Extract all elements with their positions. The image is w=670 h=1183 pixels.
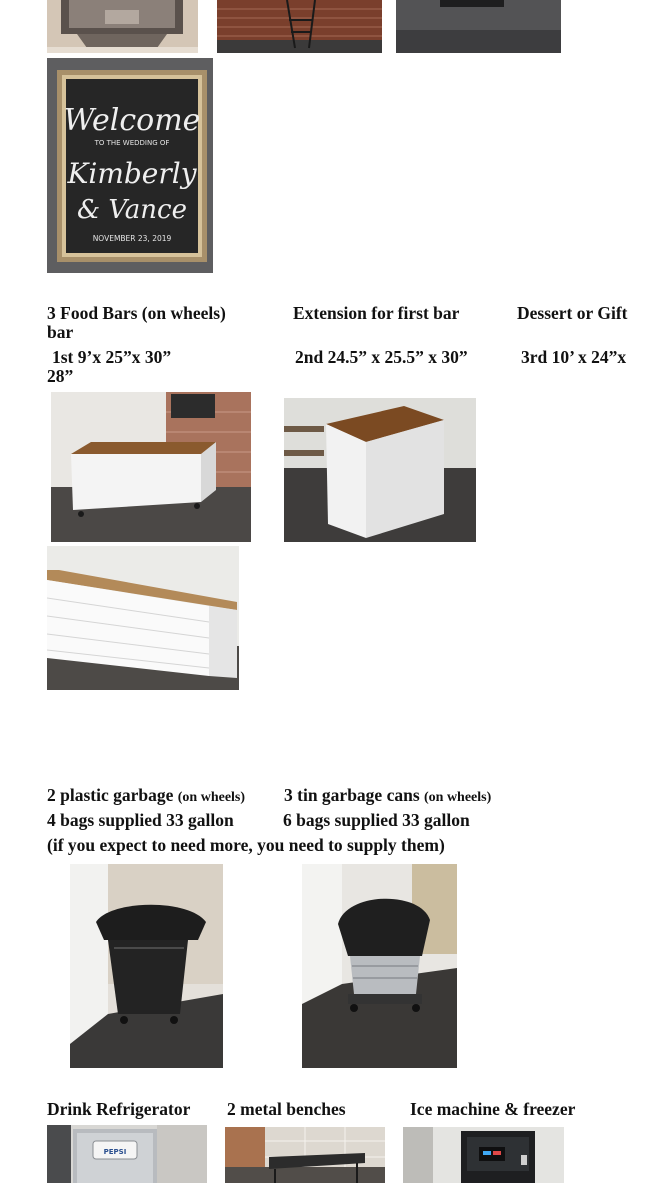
chalk-date-text: NOVEMBER 23, 2019	[92, 234, 172, 243]
plastic-garbage-can-photo	[70, 864, 223, 1068]
easel-sign-photo	[47, 0, 198, 53]
first-food-bar-photo	[51, 392, 251, 542]
plastic-garbage-note: (on wheels)	[177, 790, 246, 805]
drink-refrigerator-title: Drink Refrigerator	[47, 1099, 191, 1119]
dessert-gift-bar-title-wrap: bar	[47, 322, 74, 342]
chalk-name1-text: Kimberly	[67, 157, 197, 190]
ice-machine-freezer-photo	[403, 1127, 564, 1183]
plastic-bags-supplied: 4 bags supplied 33 gallon	[47, 810, 234, 830]
extension-bar-title: Extension for first bar	[293, 303, 460, 323]
welcome-chalkboard-photo	[47, 58, 213, 273]
bags-supply-note: (if you expect to need more, you need to supply them)	[47, 835, 445, 855]
tin-garbage-title: 3 tin garbage cans	[284, 785, 420, 805]
tin-bags-supplied: 6 bags supplied 33 gallon	[283, 810, 470, 830]
second-bar-dimensions: 2nd 24.5” x 25.5” x 30”	[295, 347, 468, 367]
first-bar-dimensions: 1st 9’x 25”x 30”	[52, 347, 172, 367]
dessert-gift-bar-photo	[47, 546, 239, 690]
third-bar-dimensions-wrap: 28”	[47, 366, 74, 386]
chalk-wedding-of-text: TO THE WEDDING OF	[94, 139, 170, 147]
plastic-garbage-heading	[47, 786, 245, 807]
tin-garbage-heading	[284, 786, 491, 807]
dark-frame-photo	[396, 0, 561, 53]
extension-bar-photo	[284, 398, 476, 542]
third-bar-dimensions: 3rd 10’ x 24”x	[521, 347, 627, 367]
chalk-welcome-text: Welcome	[63, 103, 201, 138]
chalk-name2-text: & Vance	[77, 195, 187, 225]
ice-machine-freezer-title: Ice machine & freezer	[410, 1099, 576, 1119]
food-bars-title: 3 Food Bars (on wheels)	[47, 303, 226, 323]
brick-wall-stand-photo	[217, 0, 382, 53]
fridge-brand-label: PEPSI	[103, 1148, 127, 1156]
plastic-garbage-title: 2 plastic garbage	[47, 785, 174, 805]
metal-benches-title: 2 metal benches	[227, 1099, 346, 1119]
tin-garbage-note: (on wheels)	[424, 790, 492, 805]
dessert-gift-bar-title: Dessert or Gift	[517, 303, 628, 323]
metal-benches-photo	[225, 1127, 385, 1183]
drink-refrigerator-photo	[47, 1125, 207, 1183]
tin-garbage-can-photo	[302, 864, 457, 1068]
